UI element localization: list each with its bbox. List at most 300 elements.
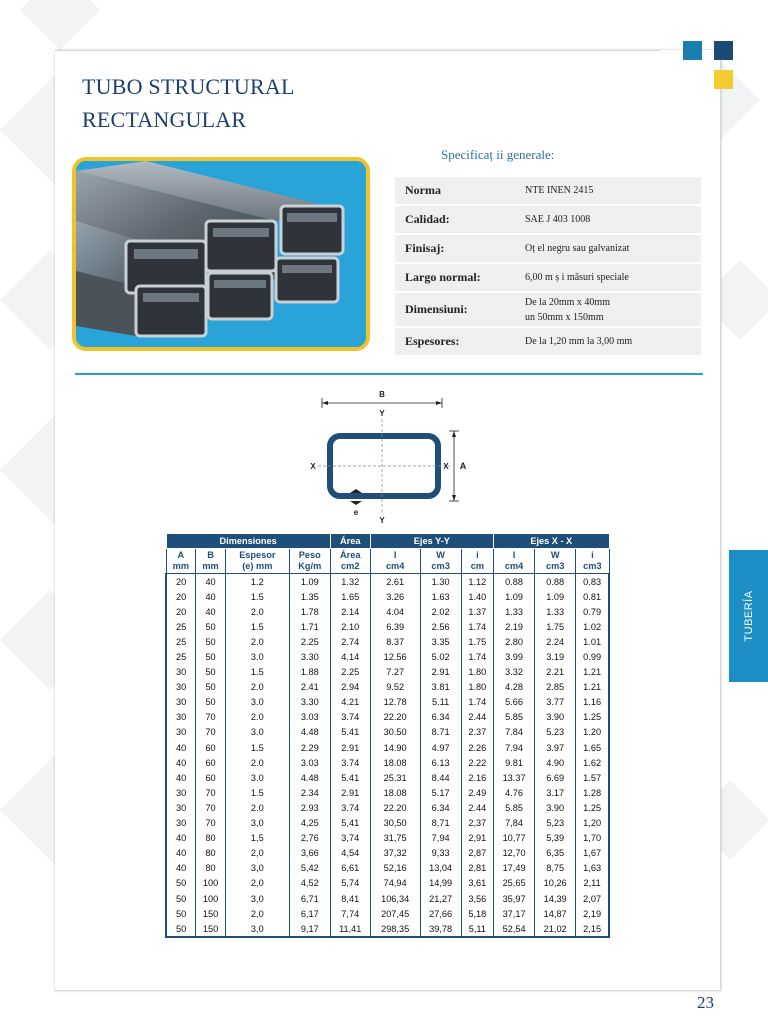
label-x-left: X [310, 462, 316, 471]
spec-row [395, 328, 701, 355]
table-cell: 5.17 [420, 785, 461, 800]
table-cell: 2,0 [225, 876, 289, 891]
table-cell: 1.65 [576, 740, 609, 755]
table-cell: 2.91 [420, 665, 461, 680]
table-cell: 150 [196, 921, 226, 937]
table-cell: 2.74 [330, 634, 370, 649]
section-tab [729, 550, 768, 682]
table-row [166, 816, 609, 831]
table-cell: 60 [196, 770, 226, 785]
table-cell: 1.02 [576, 619, 609, 634]
table-cell: 30 [166, 800, 196, 815]
table-cell: 5,74 [330, 876, 370, 891]
table-cell: 2,37 [461, 816, 493, 831]
spec-row [395, 235, 701, 262]
table-cell: 2,11 [576, 876, 609, 891]
table-cell: 20 [166, 604, 196, 619]
table-cell: 1.74 [461, 649, 493, 664]
title-line-2: RECTANGULAR [82, 107, 247, 132]
spec-label: Largo normal: [395, 264, 515, 291]
table-row [166, 634, 609, 649]
table-cell: 3.26 [370, 589, 420, 604]
table-cell: 2,07 [576, 891, 609, 906]
deco-square-teal [683, 41, 702, 60]
spec-value: NTE INEN 2415 [515, 177, 701, 204]
group-ejes-yy: Ejes Y-Y [370, 534, 493, 549]
table-cell: 1.28 [576, 785, 609, 800]
table-cell: 7.94 [494, 740, 535, 755]
table-cell: 4.90 [535, 755, 576, 770]
table-cell: 5.02 [420, 649, 461, 664]
table-cell: 2.56 [420, 619, 461, 634]
table-cell: 30 [166, 725, 196, 740]
table-cell: 2.44 [461, 800, 493, 815]
table-cell: 7,74 [330, 906, 370, 921]
column-header-unit: cm3 [545, 561, 565, 571]
table-cell: 6.34 [420, 800, 461, 815]
table-cell: 40 [166, 861, 196, 876]
table-cell: 70 [196, 725, 226, 740]
column-header-name: I [393, 550, 397, 560]
table-cell: 3.81 [420, 680, 461, 695]
column-header-name: Espesor [239, 550, 276, 560]
table-cell: 2.29 [289, 740, 330, 755]
table-cell: 40 [196, 574, 226, 590]
deco-square-yellow [714, 70, 733, 89]
table-cell: 2.0 [225, 604, 289, 619]
column-header [196, 549, 226, 574]
table-row [166, 740, 609, 755]
table-cell: 8.44 [420, 770, 461, 785]
table-cell: 2.02 [420, 604, 461, 619]
table-row [166, 665, 609, 680]
table-row [166, 680, 609, 695]
table-cell: 12.78 [370, 695, 420, 710]
table-cell: 25 [166, 619, 196, 634]
table-cell: 1.62 [576, 755, 609, 770]
table-cell: 1.21 [576, 680, 609, 695]
steel-tubes-image [76, 161, 366, 347]
table-cell: 20 [166, 589, 196, 604]
table-cell: 3,61 [461, 876, 493, 891]
table-cell: 1,67 [576, 846, 609, 861]
table-row [166, 710, 609, 725]
table-cell: 7.27 [370, 665, 420, 680]
table-cell: 50 [196, 649, 226, 664]
table-cell: 3,74 [330, 831, 370, 846]
top-rule [55, 50, 660, 51]
table-cell: 31,75 [370, 831, 420, 846]
table-cell: 106,34 [370, 891, 420, 906]
table-cell: 1.16 [576, 695, 609, 710]
deco-square-navy [714, 41, 733, 60]
table-cell: 13,04 [420, 861, 461, 876]
spec-value-line-1: De la 20mm x 40mm [525, 296, 610, 308]
table-cell: 8,71 [420, 816, 461, 831]
table-cell: 5.11 [420, 695, 461, 710]
table-cell: 6,17 [289, 906, 330, 921]
table-cell: 9.52 [370, 680, 420, 695]
table-cell: 5,39 [535, 831, 576, 846]
table-cell: 6,71 [289, 891, 330, 906]
dimensions-table [165, 533, 610, 938]
column-header-unit: cm3 [431, 561, 450, 571]
table-cell: 3,56 [461, 891, 493, 906]
table-cell: 150 [196, 906, 226, 921]
table-cell: 6,61 [330, 861, 370, 876]
table-cell: 80 [196, 846, 226, 861]
table-cell: 25,65 [494, 876, 535, 891]
table-cell: 5,42 [289, 861, 330, 876]
table-cell: 4.97 [420, 740, 461, 755]
table-cell: 3.0 [225, 770, 289, 785]
table-cell: 80 [196, 861, 226, 876]
table-cell: 1.80 [461, 665, 493, 680]
table-row [166, 589, 609, 604]
table-cell: 3.0 [225, 649, 289, 664]
column-header [166, 549, 196, 574]
table-cell: 3.35 [420, 634, 461, 649]
table-cell: 30 [166, 680, 196, 695]
table-cell: 50 [196, 619, 226, 634]
spec-value: Oț el negru sau galvanizat [515, 235, 701, 262]
table-cell: 37,17 [494, 906, 535, 921]
table-cell: 3.03 [289, 755, 330, 770]
table-cell: 50 [196, 665, 226, 680]
spec-label: Espesores: [395, 328, 515, 355]
table-cell: 1.5 [225, 785, 289, 800]
table-cell: 2.10 [330, 619, 370, 634]
column-header [289, 549, 330, 574]
table-cell: 100 [196, 876, 226, 891]
table-cell: 5.41 [330, 770, 370, 785]
column-header-unit: cm2 [341, 561, 360, 571]
spec-label: Finisaj: [395, 235, 515, 262]
table-cell: 30,50 [370, 816, 420, 831]
table-cell: 1,63 [576, 861, 609, 876]
table-cell: 2.44 [461, 710, 493, 725]
table-cell: 1.30 [420, 574, 461, 590]
table-cell: 25.31 [370, 770, 420, 785]
table-cell: 2.41 [289, 680, 330, 695]
column-header-name: Área [340, 550, 361, 560]
table-row [166, 831, 609, 846]
table-cell: 50 [166, 906, 196, 921]
column-header-name: i [591, 550, 594, 560]
table-cell: 4.76 [494, 785, 535, 800]
table-cell: 2.91 [330, 740, 370, 755]
table-cell: 50 [196, 695, 226, 710]
table-cell: 50 [166, 921, 196, 937]
table-cell: 3,66 [289, 846, 330, 861]
column-header-unit: cm4 [385, 561, 405, 571]
table-cell: 3.0 [225, 695, 289, 710]
table-cell: 2.0 [225, 634, 289, 649]
table-cell: 1.75 [535, 619, 576, 634]
table-cell: 21,27 [420, 891, 461, 906]
table-cell: 0.99 [576, 649, 609, 664]
section-tab-label: TUBERÍA [742, 590, 755, 642]
table-cell: 3,0 [225, 921, 289, 937]
table-cell: 2.0 [225, 680, 289, 695]
table-cell: 52,16 [370, 861, 420, 876]
specs-table [395, 175, 701, 357]
table-cell: 14,87 [535, 906, 576, 921]
table-cell: 7,84 [494, 816, 535, 831]
table-cell: 2.61 [370, 574, 420, 590]
table-cell: 2.80 [494, 634, 535, 649]
table-cell: 3.77 [535, 695, 576, 710]
column-header-unit: mm [172, 561, 190, 571]
table-cell: 2.34 [289, 785, 330, 800]
table-row [166, 619, 609, 634]
table-cell: 1.5 [225, 665, 289, 680]
table-cell: 40 [166, 770, 196, 785]
table-cell: 100 [196, 891, 226, 906]
column-header [330, 549, 370, 574]
table-cell: 1,5 [225, 831, 289, 846]
table-cell: 1.63 [420, 589, 461, 604]
spec-value-line-2: un 50mm x 150mm [525, 311, 604, 323]
table-cell: 9,33 [420, 846, 461, 861]
table-cell: 4,52 [289, 876, 330, 891]
title-line-1: TUBO STRUCTURAL [82, 74, 295, 99]
table-cell: 1.5 [225, 740, 289, 755]
table-cell: 5,41 [330, 816, 370, 831]
table-cell: 4.21 [330, 695, 370, 710]
table-cell: 40 [166, 831, 196, 846]
table-cell: 1,20 [576, 816, 609, 831]
table-cell: 8.37 [370, 634, 420, 649]
table-cell: 2,76 [289, 831, 330, 846]
table-cell: 1.74 [461, 695, 493, 710]
table-cell: 6.69 [535, 770, 576, 785]
table-cell: 2.0 [225, 710, 289, 725]
table-cell: 1.78 [289, 604, 330, 619]
table-cell: 2.0 [225, 755, 289, 770]
table-cell: 40 [166, 740, 196, 755]
table-cell: 1.09 [494, 589, 535, 604]
table-cell: 2.22 [461, 755, 493, 770]
table-cell: 1.01 [576, 634, 609, 649]
table-cell: 70 [196, 800, 226, 815]
table-cell: 3.99 [494, 649, 535, 664]
table-cell: 40 [196, 604, 226, 619]
table-cell: 4,25 [289, 816, 330, 831]
table-cell: 1.20 [576, 725, 609, 740]
column-header-unit: cm3 [583, 561, 602, 571]
table-cell: 5,11 [461, 921, 493, 937]
table-cell: 3.74 [330, 800, 370, 815]
table-cell: 0.83 [576, 574, 609, 590]
table-cell: 6,35 [535, 846, 576, 861]
table-cell: 60 [196, 755, 226, 770]
table-cell: 2,0 [225, 846, 289, 861]
table-cell: 1.5 [225, 589, 289, 604]
column-header-name: B [207, 550, 214, 560]
table-row [166, 861, 609, 876]
table-cell: 30.50 [370, 725, 420, 740]
table-row [166, 891, 609, 906]
table-row [166, 649, 609, 664]
column-header [461, 549, 493, 574]
table-cell: 22.20 [370, 710, 420, 725]
table-cell: 2.93 [289, 800, 330, 815]
table-cell: 0.81 [576, 589, 609, 604]
table-cell: 3.90 [535, 710, 576, 725]
table-cell: 27,66 [420, 906, 461, 921]
column-header-name: i [476, 550, 479, 560]
table-cell: 2.0 [225, 800, 289, 815]
table-cell: 3.03 [289, 710, 330, 725]
group-area: Área [330, 534, 370, 549]
table-cell: 2.25 [330, 665, 370, 680]
column-header-unit: cm4 [504, 561, 524, 571]
table-cell: 13.37 [494, 770, 535, 785]
spec-label: Norma [395, 177, 515, 204]
page-number: 23 [697, 993, 714, 1012]
table-row [166, 846, 609, 861]
table-cell: 0.88 [535, 574, 576, 590]
table-cell: 37,32 [370, 846, 420, 861]
table-cell: 2.24 [535, 634, 576, 649]
table-cell: 1.25 [576, 710, 609, 725]
table-cell: 1.37 [461, 604, 493, 619]
table-cell: 50 [196, 634, 226, 649]
table-cell: 0.88 [494, 574, 535, 590]
column-header [420, 549, 461, 574]
column-header [370, 549, 420, 574]
table-cell: 1.25 [576, 800, 609, 815]
specs-heading: Specificaț ii generale: [441, 147, 555, 162]
table-cell: 10,26 [535, 876, 576, 891]
table-cell: 1.32 [330, 574, 370, 590]
table-cell: 2,15 [576, 921, 609, 937]
table-cell: 2,19 [576, 906, 609, 921]
table-cell: 30 [166, 816, 196, 831]
table-cell: 1.75 [461, 634, 493, 649]
table-row [166, 770, 609, 785]
table-row [166, 906, 609, 921]
label-a: A [459, 461, 467, 471]
table-cell: 5.85 [494, 710, 535, 725]
table-cell: 7.84 [494, 725, 535, 740]
table-cell: 74,94 [370, 876, 420, 891]
table-cell: 5.41 [330, 725, 370, 740]
table-cell: 3,0 [225, 891, 289, 906]
table-row [166, 574, 609, 590]
column-header [225, 549, 289, 574]
table-cell: 4.04 [370, 604, 420, 619]
table-cell: 2.19 [494, 619, 535, 634]
table-cell: 4.14 [330, 649, 370, 664]
table-cell: 1.12 [461, 574, 493, 590]
table-cell: 1.35 [289, 589, 330, 604]
table-cell: 5,18 [461, 906, 493, 921]
table-cell: 3.19 [535, 649, 576, 664]
group-ejes-xx: Ejes X - X [494, 534, 609, 549]
label-e: e [353, 508, 359, 517]
table-cell: 1.09 [535, 589, 576, 604]
table-cell: 35,97 [494, 891, 535, 906]
table-cell: 50 [196, 680, 226, 695]
table-cell: 14,39 [535, 891, 576, 906]
section-divider [75, 373, 703, 375]
table-cell: 30 [166, 665, 196, 680]
table-cell: 60 [196, 740, 226, 755]
table-cell: 5.23 [535, 725, 576, 740]
product-photo [72, 157, 370, 351]
table-cell: 2.85 [535, 680, 576, 695]
table-cell: 1.65 [330, 589, 370, 604]
table-cell: 4.28 [494, 680, 535, 695]
table-cell: 10,77 [494, 831, 535, 846]
table-cell: 4.48 [289, 725, 330, 740]
column-header-name: W [436, 550, 445, 560]
table-cell: 30 [166, 785, 196, 800]
column-header-name: A [177, 550, 185, 560]
table-cell: 18.08 [370, 755, 420, 770]
table-cell: 1.57 [576, 770, 609, 785]
column-header [494, 549, 535, 574]
table-cell: 8,41 [330, 891, 370, 906]
column-header-name: I [512, 550, 516, 560]
column-header-unit: (e) mm [242, 561, 273, 571]
table-cell: 21,02 [535, 921, 576, 937]
table-column-header [166, 549, 609, 574]
table-cell: 0.79 [576, 604, 609, 619]
spec-value [515, 293, 701, 326]
table-cell: 3.30 [289, 695, 330, 710]
table-cell: 3.74 [330, 710, 370, 725]
table-cell: 5,23 [535, 816, 576, 831]
table-row [166, 604, 609, 619]
table-cell: 3,0 [225, 816, 289, 831]
table-cell: 2.25 [289, 634, 330, 649]
spec-value: De la 1,20 mm la 3,00 mm [515, 328, 701, 355]
table-cell: 1.2 [225, 574, 289, 590]
table-cell: 2.14 [330, 604, 370, 619]
table-group-header [166, 534, 609, 549]
table-cell: 70 [196, 816, 226, 831]
spec-row [395, 177, 701, 204]
table-cell: 6.39 [370, 619, 420, 634]
table-cell: 8,75 [535, 861, 576, 876]
table-cell: 1,70 [576, 831, 609, 846]
table-cell: 14,99 [420, 876, 461, 891]
table-row [166, 800, 609, 815]
table-cell: 1.09 [289, 574, 330, 590]
table-cell: 14.90 [370, 740, 420, 755]
label-b: B [379, 390, 385, 399]
group-dimensiones: Dimensiones [166, 534, 330, 549]
spec-label: Dimensiuni: [395, 293, 515, 326]
table-cell: 5.66 [494, 695, 535, 710]
table-cell: 298,35 [370, 921, 420, 937]
spec-value: SAE J 403 1008 [515, 206, 701, 233]
table-cell: 3.97 [535, 740, 576, 755]
table-cell: 2,0 [225, 906, 289, 921]
column-header-unit: cm [470, 561, 484, 571]
table-cell: 2.49 [461, 785, 493, 800]
table-cell: 2,87 [461, 846, 493, 861]
table-cell: 70 [196, 785, 226, 800]
table-cell: 1.40 [461, 589, 493, 604]
table-row [166, 921, 609, 937]
table-cell: 2.21 [535, 665, 576, 680]
table-cell: 2.16 [461, 770, 493, 785]
column-header [576, 549, 609, 574]
